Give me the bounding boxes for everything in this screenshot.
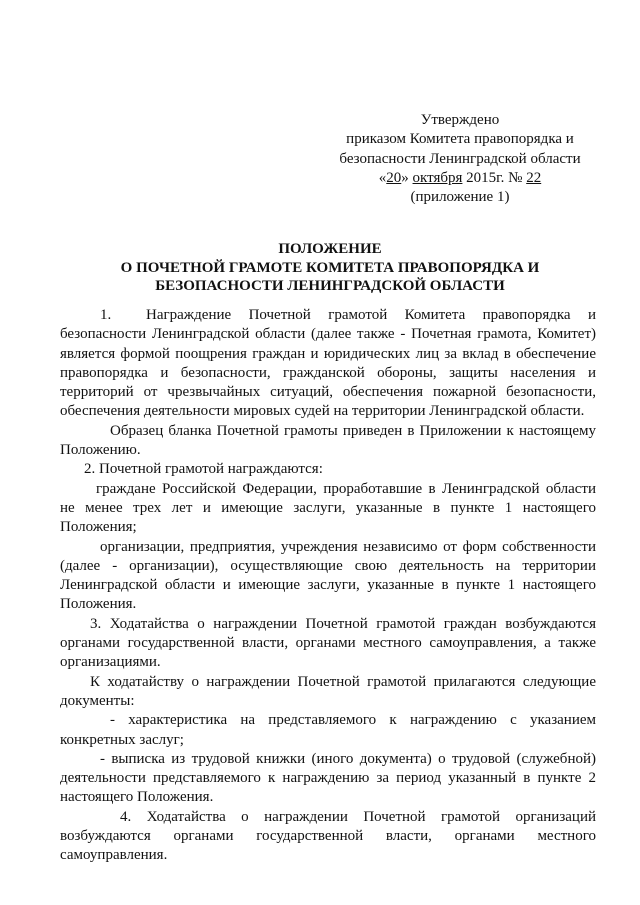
approval-number: 22 xyxy=(526,169,542,186)
title-line-2: О ПОЧЕТНОЙ ГРАМОТЕ КОМИТЕТА ПРАВОПОРЯДКА И xyxy=(120,259,540,276)
paragraph-1-sample: Образец бланка Почетной грамоты приведен в Приложении к настоящему Положению. xyxy=(60,422,596,459)
approval-year: 2015г. № xyxy=(462,169,527,186)
approval-quote-open: « xyxy=(378,169,387,186)
approval-word: Утверждено xyxy=(420,112,500,128)
paragraph-3: 3. Ходатайства о награждении Почетной грамотой граждан возбуждаются органами государственной власти, органами местного самоуправления, а также организациями. xyxy=(60,615,596,671)
approval-committee: безопасности Ленинградской области xyxy=(339,150,581,167)
paragraph-2-citizens: граждане Российской Федерации, проработавшие в Ленинградской области не менее трех лет и имеющие заслуги, указанные в пункте 1 настоящего Положения; xyxy=(60,480,596,536)
paragraph-1 xyxy=(60,306,596,422)
approval-date-line xyxy=(338,169,582,188)
approval-stamp xyxy=(338,111,582,207)
approval-appendix: (приложение 1) xyxy=(410,189,510,206)
approval-order: приказом Комитета правопорядка и xyxy=(346,131,574,148)
paragraph-1-number: 1. xyxy=(100,307,112,323)
paragraph-4: 4. Ходатайства о награждении Почетной грамотой организаций возбуждаются органами государственной власти, органами местного самоуправления. xyxy=(60,808,596,864)
paragraph-3-characteristic: - характеристика на представляемого к награждению с указанием конкретных заслуг; xyxy=(60,712,596,748)
paragraph-2-organizations: организации, предприятия, учреждения независимо от форм собственности (далее - организации), осуществляющие свою деятельность на территории Ленинградской области и имеющие заслуги, указанные в пункте 1 настоящего Положения. xyxy=(60,538,596,613)
paragraph-2: 2. Почетной грамотой награждаются: xyxy=(84,461,323,478)
paragraph-3-documents: К ходатайству о награждении Почетной грамотой прилагаются следующие документы: xyxy=(60,673,596,709)
title-line-3: БЕЗОПАСНОСТИ ЛЕНИНГРАДСКОЙ ОБЛАСТИ xyxy=(155,278,505,294)
document-title xyxy=(60,240,600,296)
document-body xyxy=(60,306,596,866)
approval-day: 20 xyxy=(386,169,402,186)
paragraph-3-extract: - выписка из трудовой книжки (иного документа) о трудовой (служебной) деятельности представляемого к награждению за период указанный в пункте 2 настоящего Положения. xyxy=(60,750,596,806)
title-line-1: ПОЛОЖЕНИЕ xyxy=(278,241,382,257)
paragraph-1-text: Награждение Почетной грамотой Комитета правопорядка и безопасности Ленинградской области (далее также - Почетная грамота, Комитет) является формой поощрения граждан и юридических лиц за вклад в обеспечение правопорядка и безопасности, гражданской обороны, защиты населения и территорий от чрезвычайных ситуаций, обеспечения пожарной безопасности, обеспечения деятельности мировых судей на территории Ленинградской области. xyxy=(60,307,596,420)
approval-quote-close: » xyxy=(401,169,409,186)
approval-month: октября xyxy=(412,169,463,186)
